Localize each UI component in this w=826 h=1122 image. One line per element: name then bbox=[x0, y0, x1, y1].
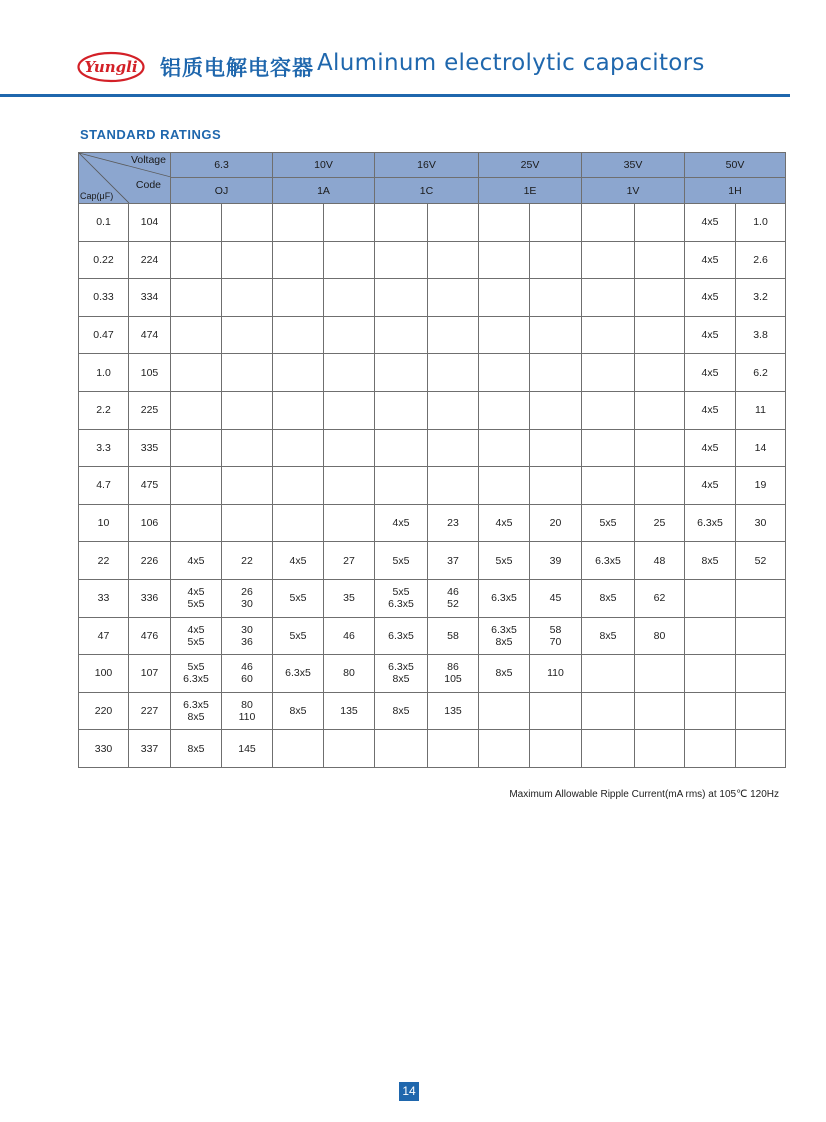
ripple-current-cell bbox=[324, 391, 375, 429]
ripple-current-cell: 80 110 bbox=[222, 692, 273, 730]
case-size-cell: 6.3x5 bbox=[375, 617, 428, 655]
capacitance-axis-label: Cap(μF) bbox=[80, 191, 114, 201]
case-size-cell bbox=[273, 467, 324, 505]
case-size-cell: 8x5 bbox=[582, 579, 635, 617]
capacitance-cell: 0.1 bbox=[79, 204, 129, 242]
table-row bbox=[79, 241, 786, 279]
case-size-cell bbox=[582, 429, 635, 467]
case-size-cell: 8x5 bbox=[685, 542, 736, 580]
ripple-current-cell bbox=[736, 579, 786, 617]
ripple-current-cell bbox=[635, 429, 685, 467]
ripple-current-cell bbox=[736, 617, 786, 655]
ripple-current-cell bbox=[428, 354, 479, 392]
ripple-current-cell bbox=[530, 241, 582, 279]
case-size-cell bbox=[375, 279, 428, 317]
voltage-axis-label: Voltage bbox=[130, 154, 166, 166]
table-row bbox=[79, 279, 786, 317]
case-size-cell bbox=[171, 279, 222, 317]
capacitance-cell: 100 bbox=[79, 655, 129, 693]
ripple-current-cell bbox=[635, 730, 685, 768]
capacitance-code-cell: 337 bbox=[129, 730, 171, 768]
ripple-current-cell: 22 bbox=[222, 542, 273, 580]
case-size-cell bbox=[171, 504, 222, 542]
corner-header-cell bbox=[79, 153, 171, 204]
case-size-cell bbox=[171, 241, 222, 279]
case-size-cell: 4x5 bbox=[685, 354, 736, 392]
ripple-current-cell: 110 bbox=[530, 655, 582, 693]
capacitance-code-cell: 106 bbox=[129, 504, 171, 542]
ripple-current-cell: 20 bbox=[530, 504, 582, 542]
ripple-current-cell: 145 bbox=[222, 730, 273, 768]
case-size-cell bbox=[375, 316, 428, 354]
ripple-current-cell bbox=[530, 279, 582, 317]
ripple-current-cell: 86 105 bbox=[428, 655, 479, 693]
ripple-current-cell bbox=[736, 655, 786, 693]
case-size-cell bbox=[479, 429, 530, 467]
case-size-cell: 4x5 bbox=[685, 204, 736, 242]
ripple-current-cell bbox=[428, 391, 479, 429]
case-size-cell bbox=[273, 204, 324, 242]
ripple-current-cell bbox=[324, 429, 375, 467]
ripple-current-cell bbox=[222, 429, 273, 467]
table-row bbox=[79, 391, 786, 429]
ripple-current-cell: 3.2 bbox=[736, 279, 786, 317]
case-size-cell bbox=[582, 316, 635, 354]
capacitance-cell: 0.22 bbox=[79, 241, 129, 279]
case-size-cell bbox=[375, 730, 428, 768]
case-size-cell bbox=[685, 655, 736, 693]
ripple-current-cell: 25 bbox=[635, 504, 685, 542]
case-size-cell bbox=[479, 692, 530, 730]
ripple-current-cell bbox=[428, 429, 479, 467]
capacitance-code-cell: 104 bbox=[129, 204, 171, 242]
table-row bbox=[79, 730, 786, 768]
ripple-current-cell bbox=[324, 354, 375, 392]
case-size-cell bbox=[273, 241, 324, 279]
ripple-current-cell: 135 bbox=[324, 692, 375, 730]
case-size-cell: 6.3x5 8x5 bbox=[375, 655, 428, 693]
capacitance-code-cell: 225 bbox=[129, 391, 171, 429]
case-size-cell bbox=[273, 730, 324, 768]
case-size-cell bbox=[479, 467, 530, 505]
case-size-cell: 4x5 bbox=[171, 542, 222, 580]
case-size-cell bbox=[375, 354, 428, 392]
ripple-current-cell bbox=[324, 730, 375, 768]
voltage-code-header: 1C bbox=[375, 178, 479, 204]
case-size-cell: 5x5 6.3x5 bbox=[375, 579, 428, 617]
voltage-header: 50V bbox=[685, 153, 786, 178]
capacitance-code-cell: 336 bbox=[129, 579, 171, 617]
case-size-cell: 4x5 bbox=[273, 542, 324, 580]
ripple-current-cell bbox=[530, 204, 582, 242]
ripple-current-cell bbox=[530, 692, 582, 730]
voltage-header: 25V bbox=[479, 153, 582, 178]
case-size-cell bbox=[375, 467, 428, 505]
ripple-current-cell bbox=[324, 279, 375, 317]
table-row bbox=[79, 692, 786, 730]
case-size-cell: 4x5 bbox=[375, 504, 428, 542]
case-size-cell bbox=[375, 204, 428, 242]
capacitance-code-cell: 226 bbox=[129, 542, 171, 580]
case-size-cell: 4x5 bbox=[479, 504, 530, 542]
table-row bbox=[79, 354, 786, 392]
case-size-cell: 8x5 bbox=[582, 617, 635, 655]
case-size-cell: 5x5 bbox=[273, 579, 324, 617]
case-size-cell bbox=[479, 730, 530, 768]
table-row bbox=[79, 467, 786, 505]
ripple-current-cell bbox=[222, 241, 273, 279]
ripple-current-cell: 14 bbox=[736, 429, 786, 467]
case-size-cell bbox=[375, 241, 428, 279]
voltage-code-header: 1A bbox=[273, 178, 375, 204]
capacitance-code-cell: 107 bbox=[129, 655, 171, 693]
case-size-cell: 5x5 bbox=[479, 542, 530, 580]
page-number: 14 bbox=[399, 1082, 419, 1101]
capacitance-code-cell: 475 bbox=[129, 467, 171, 505]
capacitance-code-cell: 334 bbox=[129, 279, 171, 317]
ripple-current-cell: 30 36 bbox=[222, 617, 273, 655]
ripple-current-cell: 11 bbox=[736, 391, 786, 429]
ripple-current-cell bbox=[530, 316, 582, 354]
ripple-current-cell bbox=[736, 730, 786, 768]
section-title: STANDARD RATINGS bbox=[80, 127, 222, 142]
ripple-current-cell bbox=[324, 504, 375, 542]
table-row bbox=[79, 655, 786, 693]
header-rule bbox=[0, 94, 790, 97]
ripple-current-cell bbox=[635, 241, 685, 279]
case-size-cell bbox=[685, 730, 736, 768]
capacitance-cell: 47 bbox=[79, 617, 129, 655]
capacitance-cell: 220 bbox=[79, 692, 129, 730]
code-axis-label: Code bbox=[135, 179, 161, 191]
case-size-cell bbox=[582, 241, 635, 279]
ripple-current-cell: 62 bbox=[635, 579, 685, 617]
ripple-current-cell bbox=[428, 316, 479, 354]
ripple-current-cell: 2.6 bbox=[736, 241, 786, 279]
case-size-cell bbox=[582, 354, 635, 392]
case-size-cell: 5x5 bbox=[273, 617, 324, 655]
table-row bbox=[79, 504, 786, 542]
ripple-current-cell bbox=[324, 204, 375, 242]
voltage-code-header: OJ bbox=[171, 178, 273, 204]
ripple-current-cell bbox=[222, 316, 273, 354]
voltage-code-header: 1V bbox=[582, 178, 685, 204]
ripple-current-cell bbox=[635, 204, 685, 242]
case-size-cell bbox=[582, 204, 635, 242]
table-row bbox=[79, 617, 786, 655]
case-size-cell bbox=[273, 429, 324, 467]
case-size-cell: 4x5 bbox=[685, 279, 736, 317]
capacitance-code-cell: 105 bbox=[129, 354, 171, 392]
case-size-cell bbox=[375, 391, 428, 429]
case-size-cell: 8x5 bbox=[479, 655, 530, 693]
case-size-cell: 8x5 bbox=[375, 692, 428, 730]
case-size-cell bbox=[582, 279, 635, 317]
ripple-current-cell bbox=[530, 467, 582, 505]
capacitance-cell: 10 bbox=[79, 504, 129, 542]
ripple-current-cell: 37 bbox=[428, 542, 479, 580]
case-size-cell: 6.3x5 bbox=[582, 542, 635, 580]
case-size-cell: 6.3x5 8x5 bbox=[479, 617, 530, 655]
ripple-current-cell bbox=[530, 354, 582, 392]
voltage-code-header: 1H bbox=[685, 178, 786, 204]
case-size-cell: 6.3x5 bbox=[273, 655, 324, 693]
case-size-cell: 6.3x5 bbox=[685, 504, 736, 542]
ripple-current-cell bbox=[530, 429, 582, 467]
ripple-current-cell bbox=[736, 692, 786, 730]
ripple-current-cell: 3.8 bbox=[736, 316, 786, 354]
case-size-cell bbox=[479, 354, 530, 392]
ripple-current-cell: 80 bbox=[324, 655, 375, 693]
case-size-cell bbox=[273, 316, 324, 354]
capacitance-code-cell: 476 bbox=[129, 617, 171, 655]
case-size-cell bbox=[171, 316, 222, 354]
case-size-cell bbox=[582, 655, 635, 693]
capacitance-cell: 2.2 bbox=[79, 391, 129, 429]
case-size-cell bbox=[171, 467, 222, 505]
table-row bbox=[79, 429, 786, 467]
svg-text:Yungli: Yungli bbox=[84, 58, 138, 76]
case-size-cell bbox=[582, 467, 635, 505]
case-size-cell bbox=[582, 730, 635, 768]
ripple-current-cell bbox=[222, 354, 273, 392]
ripple-current-cell bbox=[428, 279, 479, 317]
ripple-current-cell: 26 30 bbox=[222, 579, 273, 617]
case-size-cell bbox=[375, 429, 428, 467]
capacitance-cell: 22 bbox=[79, 542, 129, 580]
capacitance-cell: 330 bbox=[79, 730, 129, 768]
voltage-header-row bbox=[79, 153, 786, 178]
capacitance-cell: 0.33 bbox=[79, 279, 129, 317]
case-size-cell: 4x5 5x5 bbox=[171, 579, 222, 617]
case-size-cell: 8x5 bbox=[171, 730, 222, 768]
voltage-header: 6.3 bbox=[171, 153, 273, 178]
case-size-cell bbox=[685, 617, 736, 655]
case-size-cell: 4x5 bbox=[685, 316, 736, 354]
capacitance-code-cell: 224 bbox=[129, 241, 171, 279]
case-size-cell: 6.3x5 bbox=[479, 579, 530, 617]
ripple-current-cell: 30 bbox=[736, 504, 786, 542]
capacitance-cell: 1.0 bbox=[79, 354, 129, 392]
capacitance-cell: 33 bbox=[79, 579, 129, 617]
case-size-cell bbox=[171, 429, 222, 467]
voltage-code-header: 1E bbox=[479, 178, 582, 204]
ripple-current-cell: 6.2 bbox=[736, 354, 786, 392]
case-size-cell bbox=[479, 241, 530, 279]
ripple-current-cell: 48 bbox=[635, 542, 685, 580]
table-row bbox=[79, 542, 786, 580]
ripple-current-cell: 58 bbox=[428, 617, 479, 655]
case-size-cell bbox=[479, 391, 530, 429]
ripple-current-cell bbox=[635, 391, 685, 429]
case-size-cell bbox=[685, 692, 736, 730]
ripple-current-cell: 52 bbox=[736, 542, 786, 580]
ripple-current-cell bbox=[635, 279, 685, 317]
voltage-header: 35V bbox=[582, 153, 685, 178]
ripple-current-cell bbox=[428, 467, 479, 505]
ripple-current-cell bbox=[635, 692, 685, 730]
ripple-current-cell bbox=[530, 730, 582, 768]
case-size-cell: 5x5 bbox=[582, 504, 635, 542]
ripple-current-cell bbox=[222, 279, 273, 317]
case-size-cell: 4x5 5x5 bbox=[171, 617, 222, 655]
capacitance-cell: 4.7 bbox=[79, 467, 129, 505]
ripple-current-cell bbox=[324, 241, 375, 279]
ripple-current-cell bbox=[530, 391, 582, 429]
case-size-cell bbox=[582, 391, 635, 429]
case-size-cell: 6.3x5 8x5 bbox=[171, 692, 222, 730]
ripple-current-cell: 35 bbox=[324, 579, 375, 617]
capacitance-cell: 3.3 bbox=[79, 429, 129, 467]
case-size-cell: 4x5 bbox=[685, 241, 736, 279]
ripple-current-cell: 39 bbox=[530, 542, 582, 580]
ripple-current-cell: 27 bbox=[324, 542, 375, 580]
ripple-current-cell bbox=[222, 391, 273, 429]
case-size-cell bbox=[479, 316, 530, 354]
capacitance-code-cell: 227 bbox=[129, 692, 171, 730]
ripple-current-cell bbox=[222, 467, 273, 505]
ripple-current-cell bbox=[222, 204, 273, 242]
table-row bbox=[79, 579, 786, 617]
code-header-row bbox=[79, 178, 786, 204]
case-size-cell bbox=[171, 391, 222, 429]
ripple-current-cell bbox=[635, 467, 685, 505]
page-header bbox=[0, 0, 826, 97]
ripple-current-cell: 46 52 bbox=[428, 579, 479, 617]
case-size-cell bbox=[171, 204, 222, 242]
capacitance-code-cell: 474 bbox=[129, 316, 171, 354]
ripple-current-cell bbox=[428, 204, 479, 242]
ripple-current-cell bbox=[635, 354, 685, 392]
ripple-current-cell bbox=[635, 655, 685, 693]
case-size-cell: 4x5 bbox=[685, 429, 736, 467]
ripple-current-cell: 135 bbox=[428, 692, 479, 730]
yungli-logo bbox=[77, 51, 145, 83]
case-size-cell: 5x5 bbox=[375, 542, 428, 580]
standard-ratings-table bbox=[78, 152, 786, 768]
ripple-current-cell bbox=[324, 316, 375, 354]
case-size-cell bbox=[685, 579, 736, 617]
table-row bbox=[79, 204, 786, 242]
ripple-current-cell: 80 bbox=[635, 617, 685, 655]
ripple-current-cell bbox=[324, 467, 375, 505]
title-chinese: 铝质电解电容器 bbox=[160, 56, 314, 80]
voltage-header: 16V bbox=[375, 153, 479, 178]
case-size-cell bbox=[479, 279, 530, 317]
ripple-current-cell: 1.0 bbox=[736, 204, 786, 242]
ripple-current-cell: 23 bbox=[428, 504, 479, 542]
ripple-current-cell bbox=[635, 316, 685, 354]
ripple-current-cell bbox=[222, 504, 273, 542]
ripple-current-cell: 45 bbox=[530, 579, 582, 617]
case-size-cell bbox=[273, 279, 324, 317]
title-english: Aluminum electrolytic capacitors bbox=[317, 50, 705, 76]
case-size-cell: 4x5 bbox=[685, 467, 736, 505]
ripple-current-footnote: Maximum Allowable Ripple Current(mA rms) at 105℃ 120Hz bbox=[509, 789, 779, 800]
table-row bbox=[79, 316, 786, 354]
case-size-cell bbox=[273, 504, 324, 542]
case-size-cell bbox=[582, 692, 635, 730]
voltage-header: 10V bbox=[273, 153, 375, 178]
capacitance-cell: 0.47 bbox=[79, 316, 129, 354]
case-size-cell bbox=[273, 354, 324, 392]
case-size-cell: 5x5 6.3x5 bbox=[171, 655, 222, 693]
case-size-cell: 4x5 bbox=[685, 391, 736, 429]
ripple-current-cell: 46 bbox=[324, 617, 375, 655]
case-size-cell bbox=[171, 354, 222, 392]
capacitance-code-cell: 335 bbox=[129, 429, 171, 467]
ripple-current-cell bbox=[428, 241, 479, 279]
ripple-current-cell bbox=[428, 730, 479, 768]
ripple-current-cell: 19 bbox=[736, 467, 786, 505]
ripple-current-cell: 46 60 bbox=[222, 655, 273, 693]
case-size-cell bbox=[273, 391, 324, 429]
case-size-cell: 8x5 bbox=[273, 692, 324, 730]
ripple-current-cell: 58 70 bbox=[530, 617, 582, 655]
case-size-cell bbox=[479, 204, 530, 242]
